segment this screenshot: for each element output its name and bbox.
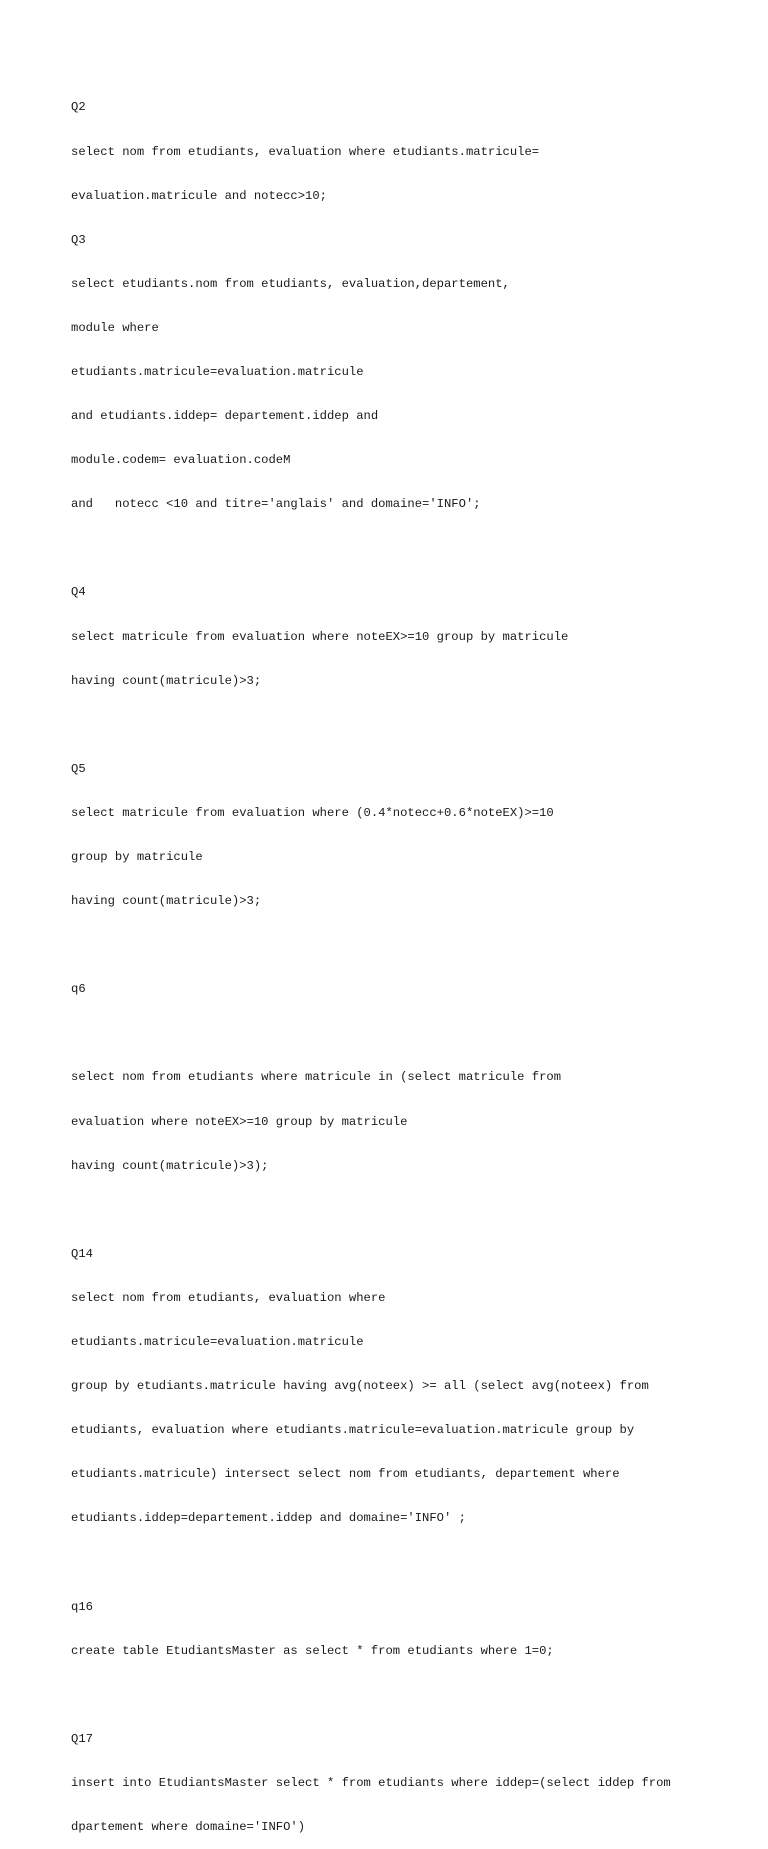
document-body <box>71 71 751 1849</box>
document-line: Q14 <box>71 1246 93 1261</box>
document-line: Q3 <box>71 232 86 247</box>
document-line: select etudiants.nom from etudiants, evaluation,departement, <box>71 276 510 291</box>
document-line: having count(matricule)>3; <box>71 894 262 909</box>
document-line: module where <box>71 320 159 335</box>
document-line: q6 <box>71 982 86 997</box>
document-line: and etudiants.iddep= departement.iddep and <box>71 409 379 424</box>
document-line: select nom from etudiants, evaluation where etudiants.matricule= <box>71 144 540 159</box>
document-line: group by matricule <box>71 850 203 864</box>
document-line <box>71 1688 751 1703</box>
document-line: select matricule from evaluation where (0.4*notecc+0.6*noteEX)>=10 <box>71 805 554 820</box>
document-line: etudiants, evaluation where etudiants.matricule=evaluation.matricule group by <box>71 1423 635 1438</box>
document-line: select nom from etudiants where matricule in (select matricule from <box>71 1070 562 1085</box>
document-line: select nom from etudiants, evaluation where <box>71 1290 386 1305</box>
document-line <box>71 1203 751 1218</box>
document-line: Q17 <box>71 1731 93 1746</box>
document-line <box>71 541 751 556</box>
document-line: Q2 <box>71 100 86 115</box>
document-line: etudiants.matricule=evaluation.matricule <box>71 364 364 379</box>
document-line: evaluation where noteEX>=10 group by matricule <box>71 1114 408 1129</box>
document-line: having count(matricule)>3); <box>71 1158 269 1173</box>
document-line <box>71 1556 751 1571</box>
document-line: create table EtudiantsMaster as select * from etudiants where 1=0; <box>71 1643 554 1658</box>
document-line: q16 <box>71 1599 93 1614</box>
document-line: Q5 <box>71 761 86 776</box>
document-line: group by etudiants.matricule having avg(noteex) >= all (select avg(noteex) from <box>71 1379 649 1394</box>
document-line: and notecc <10 and titre='anglais' and domaine='INFO'; <box>71 497 481 512</box>
document-line: having count(matricule)>3; <box>71 673 262 688</box>
document-line: etudiants.matricule) intersect select nom from etudiants, departement where <box>71 1467 620 1482</box>
document-line: dpartement where domaine='INFO') <box>71 1820 306 1835</box>
document-line <box>71 718 751 733</box>
document-line: etudiants.iddep=departement.iddep and domaine='INFO' ; <box>71 1511 466 1526</box>
document-line: evaluation.matricule and notecc>10; <box>71 188 327 203</box>
document-line: select matricule from evaluation where noteEX>=10 group by matricule <box>71 629 569 644</box>
document-line <box>71 938 751 953</box>
document-line <box>71 1026 751 1041</box>
document-line: etudiants.matricule=evaluation.matricule <box>71 1335 364 1350</box>
document-line: insert into EtudiantsMaster select * from etudiants where iddep=(select iddep from <box>71 1775 671 1790</box>
document-line: Q4 <box>71 585 86 600</box>
document-line: module.codem= evaluation.codeM <box>71 453 291 468</box>
